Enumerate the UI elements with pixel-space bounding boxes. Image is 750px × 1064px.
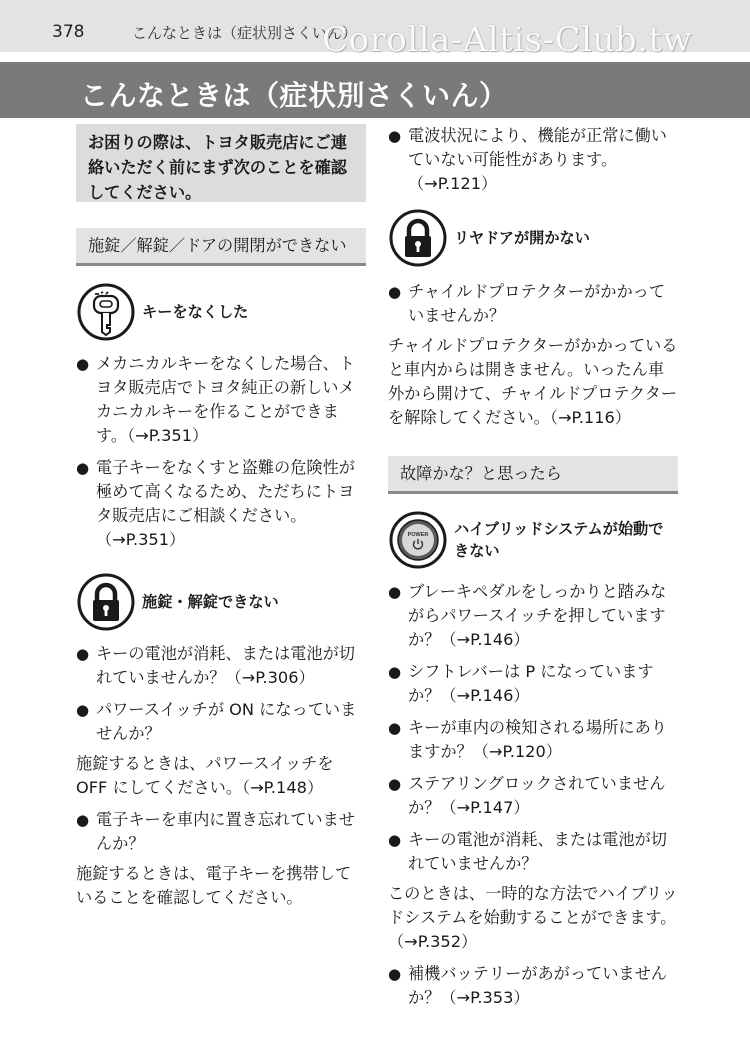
topic-label-lock-unlock: 施錠・解錠できない bbox=[142, 593, 279, 611]
topic-rear-door bbox=[388, 208, 678, 268]
title-bar bbox=[0, 62, 750, 118]
running-head: こんなときは（症状別さくいん） bbox=[132, 24, 358, 42]
left-column bbox=[76, 124, 366, 910]
power-button-icon bbox=[388, 510, 448, 570]
list-item: ● 電子キーを車内に置き忘れていませんか？ bbox=[76, 808, 366, 856]
list-item: ● 電波状況により、機能が正常に働いていない可能性があります。（→P.121） bbox=[388, 124, 678, 196]
topic-lock-unlock bbox=[76, 572, 366, 632]
key-icon bbox=[76, 282, 136, 342]
list-item: ● チャイルドプロテクターがかかっていませんか？ bbox=[388, 280, 678, 328]
note-text: チャイルドプロテクターがかかっていると車内からは開きません。いったん車外から開けて、チャイルドプロテクターを解除してください。（→P.116） bbox=[388, 336, 678, 427]
topic-key-lost bbox=[76, 282, 366, 342]
intro-box: お困りの際は、トヨタ販売店にご連絡いただく前にまず次のことを確認してください。 bbox=[76, 124, 366, 202]
note-text: 施錠するときは、パワースイッチを OFF にしてください。（→P.148） bbox=[76, 754, 334, 797]
note-text: 施錠するときは、電子キーを携帯していることを確認してください。 bbox=[76, 864, 352, 907]
page-number: 378 bbox=[52, 22, 85, 42]
watermark: Corolla-Altis-Club.tw bbox=[322, 20, 693, 60]
list-item: ● ブレーキペダルをしっかりと踏みながらパワースイッチを押していますか？（→P.146） bbox=[388, 580, 678, 652]
list-item: ● キーが車内の検知される場所にありますか？（→P.120） bbox=[388, 716, 678, 764]
topic-hybrid-start bbox=[388, 510, 678, 570]
list-item: ● 補機バッテリーがあがっていませんか？（→P.353） bbox=[388, 962, 678, 1010]
note-text: このときは、一時的な方法でハイブリッドシステムを始動することができます。（→P.352） bbox=[388, 884, 678, 951]
topic-label-key-lost: キーをなくした bbox=[142, 303, 249, 321]
topic-label-rear-door: リヤドアが開かない bbox=[454, 229, 590, 247]
padlock-icon bbox=[388, 208, 448, 268]
padlock-icon bbox=[76, 572, 136, 632]
list-item: ● パワースイッチが ON になっていませんか？ bbox=[76, 698, 366, 746]
section-heading-lock-door: 施錠／解錠／ドアの開閉ができない bbox=[76, 228, 366, 266]
list-item: ● ステアリングロックされていませんか？（→P.147） bbox=[388, 772, 678, 820]
topic-label-hybrid-start: ハイブリッドシステムが始動できない bbox=[454, 520, 664, 560]
list-item: ● キーの電池が消耗、または電池が切れていませんか？（→P.306） bbox=[76, 642, 366, 690]
list-item: ● シフトレバーは P になっていますか？（→P.146） bbox=[388, 660, 678, 708]
power-text: POWER bbox=[407, 532, 429, 538]
list-item: ● キーの電池が消耗、または電池が切れていませんか？ bbox=[388, 828, 678, 876]
list-item: ● メカニカルキーをなくした場合、トヨタ販売店でトヨタ純正の新しいメカニカルキーを作ることができます。（→P.351） bbox=[76, 352, 366, 448]
page-title: こんなときは（症状別さくいん） bbox=[80, 79, 508, 112]
section-heading-malfunction: 故障かな？と思ったら bbox=[388, 456, 678, 494]
list-item: ● 電子キーをなくすと盗難の危険性が極めて高くなるため、ただちにトヨタ販売店にご相談ください。（→P.351） bbox=[76, 456, 366, 552]
right-column bbox=[388, 124, 678, 1010]
